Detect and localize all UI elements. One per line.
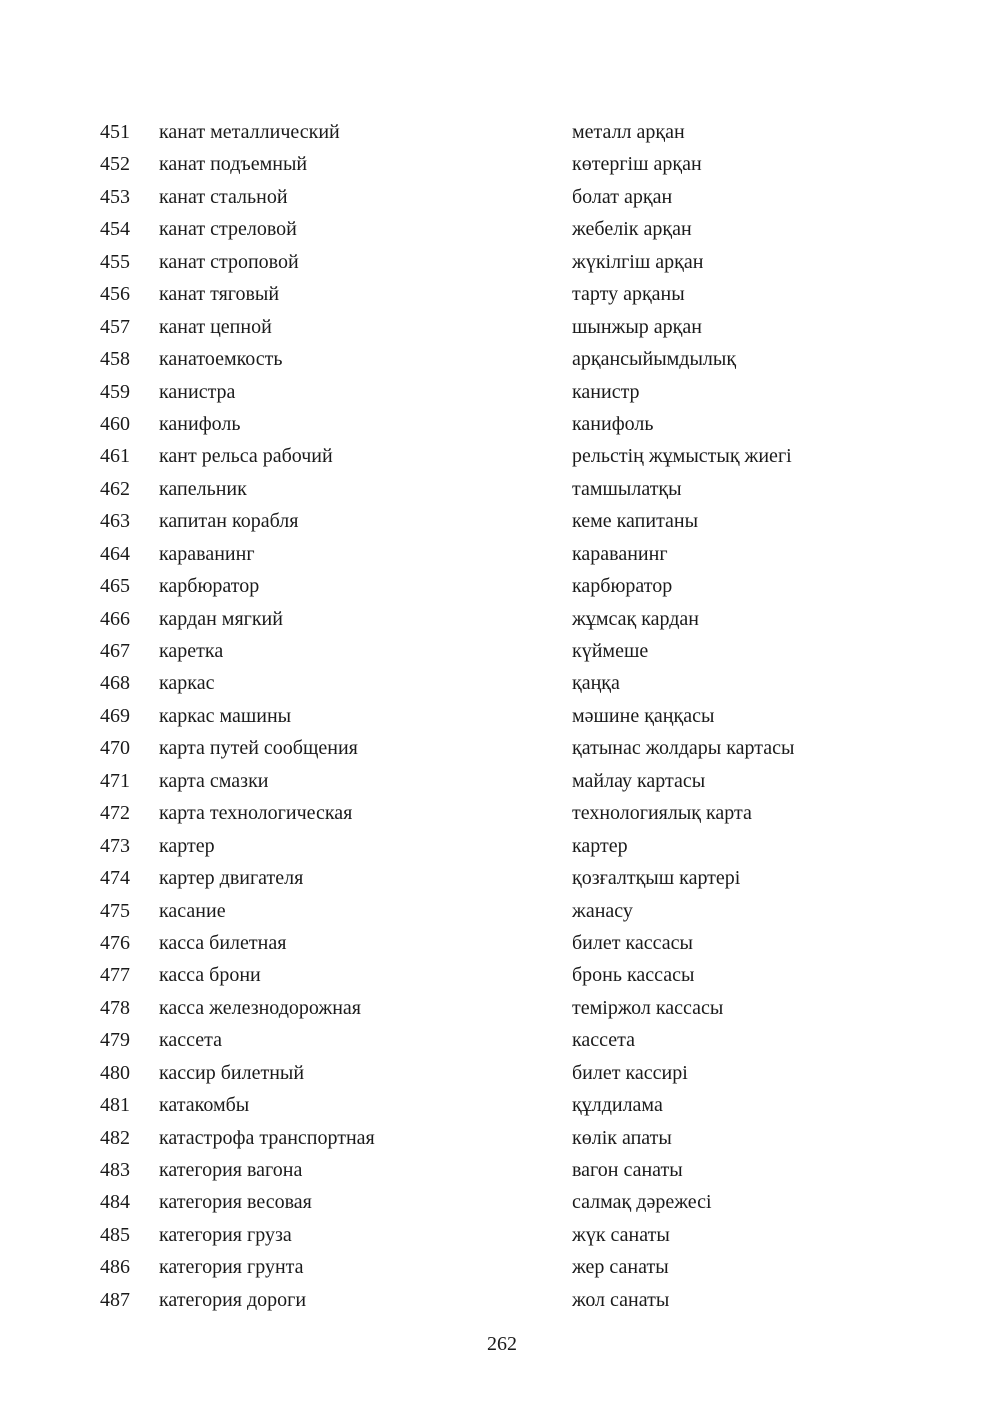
entry-number: 467 [100, 640, 130, 662]
entry-number: 471 [100, 769, 130, 792]
russian-term: канат тяговый [159, 283, 280, 306]
kazakh-term: жүкілгіш арқан [572, 250, 704, 273]
dictionary-entries [0, 116, 1004, 1316]
dictionary-entry [0, 959, 1004, 991]
russian-term: карбюратор [159, 575, 260, 598]
dictionary-entry [0, 1154, 1004, 1186]
dictionary-entry [0, 667, 1004, 699]
entry-number: 482 [100, 1126, 130, 1149]
dictionary-entry [0, 1219, 1004, 1251]
kazakh-term: билет кассирі [572, 1061, 688, 1084]
dictionary-entry [0, 927, 1004, 959]
entry-number: 456 [100, 283, 130, 306]
entry-number: 484 [100, 1191, 130, 1214]
russian-term: караванинг [159, 542, 255, 565]
russian-term: касса железнодорожная [159, 996, 362, 1019]
entry-number: 487 [100, 1288, 130, 1311]
kazakh-term: кассета [572, 1029, 636, 1052]
entry-number: 479 [100, 1029, 130, 1052]
kazakh-term: болат арқан [572, 185, 673, 208]
russian-term: категория весовая [159, 1191, 312, 1214]
dictionary-entry [0, 408, 1004, 440]
russian-term: каретка [159, 640, 224, 662]
russian-term: капельник [159, 477, 247, 500]
russian-term: карта смазки [159, 769, 269, 792]
dictionary-entry [0, 311, 1004, 343]
russian-term: категория вагона [159, 1159, 303, 1181]
dictionary-entry [0, 213, 1004, 245]
russian-term: канат цепной [159, 315, 272, 338]
kazakh-term: кеме капитаны [572, 510, 699, 533]
kazakh-term: вагон санаты [572, 1159, 683, 1181]
dictionary-entry [0, 116, 1004, 148]
russian-term: канат подъемный [159, 153, 308, 176]
page-number: 262 [487, 1333, 517, 1355]
kazakh-term: технологиялық карта [572, 802, 752, 825]
dictionary-entry [0, 343, 1004, 375]
dictionary-entry [0, 181, 1004, 213]
kazakh-term: арқансыйымдылық [572, 348, 737, 371]
entry-number: 458 [100, 348, 130, 371]
entry-number: 468 [100, 672, 130, 695]
russian-term: кант рельса рабочий [159, 445, 333, 468]
entry-number: 463 [100, 510, 130, 533]
entry-number: 483 [100, 1159, 130, 1181]
russian-term: канат стреловой [159, 218, 297, 241]
dictionary-entry [0, 765, 1004, 797]
russian-term: категория груза [159, 1223, 292, 1246]
entry-number: 457 [100, 315, 130, 338]
russian-term: касса билетная [159, 931, 287, 954]
dictionary-entry [0, 635, 1004, 667]
dictionary-entry [0, 538, 1004, 570]
dictionary-entry [0, 1122, 1004, 1154]
kazakh-term: канистр [572, 380, 640, 403]
dictionary-entry [0, 1251, 1004, 1283]
dictionary-entry [0, 1186, 1004, 1218]
kazakh-term: қатынас жолдары картасы [572, 737, 795, 760]
russian-term: касание [159, 899, 226, 922]
russian-term: карта путей сообщения [159, 737, 358, 760]
entry-number: 473 [100, 834, 130, 857]
dictionary-entry [0, 797, 1004, 829]
entry-number: 481 [100, 1094, 130, 1117]
russian-term: кардан мягкий [159, 607, 283, 630]
kazakh-term: билет кассасы [572, 931, 693, 954]
kazakh-term: салмақ дәрежесі [572, 1191, 712, 1214]
entry-number: 452 [100, 153, 130, 176]
russian-term: канат строповой [159, 250, 299, 273]
russian-term: каркас машины [159, 704, 292, 727]
kazakh-term: картер [572, 834, 628, 857]
entry-number: 469 [100, 704, 130, 727]
entry-number: 485 [100, 1223, 130, 1246]
russian-term: картер [159, 834, 215, 857]
dictionary-entry [0, 603, 1004, 635]
dictionary-entry [0, 246, 1004, 278]
entry-number: 470 [100, 737, 130, 760]
entry-number: 474 [100, 867, 130, 890]
russian-term: карта технологическая [159, 802, 353, 825]
entry-number: 462 [100, 477, 130, 500]
russian-term: капитан корабля [159, 510, 299, 533]
russian-term: касса брони [159, 964, 261, 987]
dictionary-entry [0, 732, 1004, 764]
kazakh-term: жанасу [572, 899, 633, 922]
dictionary-entry [0, 1284, 1004, 1316]
entry-number: 478 [100, 996, 130, 1019]
dictionary-entry [0, 473, 1004, 505]
russian-term: катакомбы [159, 1094, 250, 1117]
dictionary-entry [0, 1057, 1004, 1089]
entry-number: 453 [100, 185, 130, 208]
dictionary-entry [0, 148, 1004, 180]
dictionary-entry [0, 1024, 1004, 1056]
entry-number: 475 [100, 899, 130, 922]
dictionary-entry [0, 440, 1004, 472]
russian-term: каркас [159, 672, 215, 695]
russian-term: канат металлический [159, 121, 340, 143]
kazakh-term: қаңқа [572, 672, 620, 695]
kazakh-term: көлік апаты [572, 1126, 672, 1149]
entry-number: 464 [100, 542, 130, 565]
kazakh-term: күймеше [572, 640, 649, 662]
kazakh-term: жұмсақ кардан [572, 607, 699, 630]
entry-number: 459 [100, 380, 130, 403]
russian-term: категория грунта [159, 1256, 304, 1279]
kazakh-term: тамшылатқы [572, 477, 682, 500]
dictionary-entry [0, 992, 1004, 1024]
entry-number: 451 [100, 121, 130, 143]
russian-term: канифоль [159, 412, 241, 435]
kazakh-term: карбюратор [572, 575, 673, 598]
dictionary-entry [0, 570, 1004, 602]
entry-number: 472 [100, 802, 130, 825]
russian-term: кассета [159, 1029, 223, 1052]
kazakh-term: тарту арқаны [572, 283, 685, 306]
kazakh-term: караванинг [572, 542, 668, 565]
entry-number: 477 [100, 964, 130, 987]
kazakh-term: металл арқан [572, 121, 685, 143]
dictionary-entry [0, 505, 1004, 537]
russian-term: катастрофа транспортная [159, 1126, 375, 1149]
entry-number: 476 [100, 931, 130, 954]
kazakh-term: бронь кассасы [572, 964, 695, 987]
russian-term: канистра [159, 380, 236, 403]
entry-number: 461 [100, 445, 130, 468]
entry-number: 466 [100, 607, 130, 630]
entry-number: 486 [100, 1256, 130, 1279]
kazakh-term: теміржол кассасы [572, 996, 724, 1019]
kazakh-term: шынжыр арқан [572, 315, 702, 338]
kazakh-term: рельстің жұмыстық жиегі [572, 445, 792, 468]
kazakh-term: майлау картасы [572, 769, 706, 792]
kazakh-term: жүк санаты [572, 1223, 670, 1246]
russian-term: канат стальной [159, 185, 288, 208]
kazakh-term: көтергіш арқан [572, 153, 702, 176]
russian-term: картер двигателя [159, 867, 304, 890]
kazakh-term: құлдилама [572, 1094, 663, 1117]
kazakh-term: жебелік арқан [572, 218, 692, 241]
dictionary-entry [0, 700, 1004, 732]
entry-number: 454 [100, 218, 130, 241]
russian-term: кассир билетный [159, 1061, 305, 1084]
dictionary-entry [0, 830, 1004, 862]
kazakh-term: жол санаты [572, 1288, 670, 1311]
dictionary-entry [0, 376, 1004, 408]
kazakh-term: канифоль [572, 412, 654, 435]
dictionary-entry [0, 862, 1004, 894]
kazakh-term: жер санаты [572, 1256, 669, 1279]
dictionary-entry [0, 278, 1004, 310]
entry-number: 455 [100, 250, 130, 273]
russian-term: канатоемкость [159, 348, 283, 371]
kazakh-term: мәшине қаңқасы [572, 704, 715, 727]
entry-number: 460 [100, 412, 130, 435]
dictionary-entry [0, 1089, 1004, 1121]
kazakh-term: қозғалтқыш картері [572, 867, 741, 890]
russian-term: категория дороги [159, 1288, 307, 1311]
entry-number: 465 [100, 575, 130, 598]
dictionary-entry [0, 895, 1004, 927]
entry-number: 480 [100, 1061, 130, 1084]
